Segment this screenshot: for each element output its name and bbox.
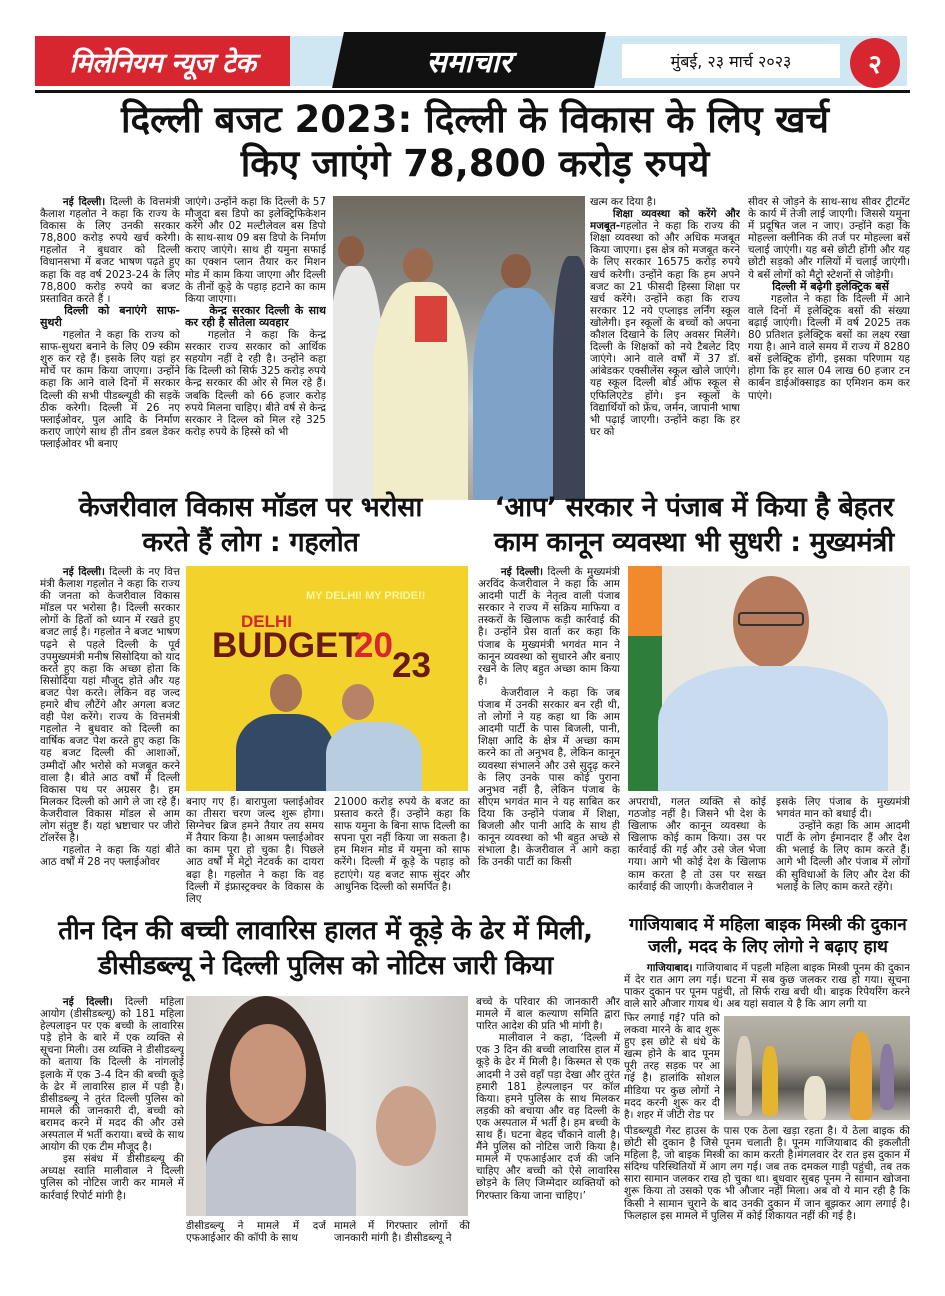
- swati-maliwal-photo: [186, 996, 468, 1216]
- article-column: [590, 196, 740, 502]
- article-column: [334, 796, 470, 908]
- paragraph-text: दिल्ली के नए वित्त मंत्री कैलाश गहलोत ने कहा कि राज्य की जनता को केजरीवाल विकास मॉडल पर भरोसा है। दिल्ली सरकार लोगों के हितों को ध्यान में रखते हुए बजट लाई है। गहलोत ने बजट भाषण पढ़ने से पहले दिल्ली के पूर्व उपमुख्यमंत्री मनीष सिसोदिया को याद करते हुए कहा कि अच्छा होता कि सिसोदिया यहां मौजूद होते और यह बजट पेश करते। लेकिन वह जल्द हमारे बीच लौटेंगे और अगला बजट वही पेश करेंगे। राज्य के वित्तमंत्री गहलोत ने बुधवार को दिल्ली का वार्षिक बजट पेश करते हुए कहा कि यह बजट दिल्ली की आशाओं, उम्मीदों और भरोसे को मजबूत करने वाला है। बीते आठ वर्षों में दिल्ली विकास पथ पर अग्रसर है। हम मिलकर दिल्ली को आगे ले जा रहे हैं। केजरीवाल विकास मॉडल से आम लोग संतुष्ट हैं। यहां भ्रष्टाचार पर जीरो टॉलरेंस है।: [40, 566, 180, 845]
- paragraph: [748, 196, 910, 281]
- paragraph: [334, 796, 470, 893]
- paragraph: [334, 1220, 470, 1244]
- graphic-word: DELHI: [241, 612, 292, 631]
- paragraph: [748, 293, 910, 402]
- paragraph: [624, 962, 910, 1010]
- paragraph: [40, 1153, 184, 1201]
- paragraph-text: डीसीडब्ल्यू ने मामले में दर्ज एफआईआर की कॉपी के साथ: [186, 1220, 326, 1245]
- subheading: केन्द्र सरकार दिल्ली के साथ कर रही है सौतेला व्यवहार: [185, 303, 326, 329]
- graphic-word: BUDGET: [212, 626, 360, 665]
- paragraph: [185, 196, 326, 305]
- article-headline: [478, 490, 910, 560]
- headline-line: तीन दिन की बच्ची लावारिस हालत में कूड़े के ढेर में मिली,: [58, 916, 593, 946]
- article-column: [628, 796, 766, 908]
- paragraph-text: सीवर से जोड़ने के साथ-साथ सीवर ट्रीटमेंट के कार्य में तेजी लाई जाएगी। जिससे यमुना में प्रदूषित जल न जाए। उन्होंने कहा कि मोहल्ला क्लीनिक की तर्ज पर मोहल्ला बसें चलाई जाएंगी। यह बसे छोटी होंगी और यह छोटी सड़को और गलियों में चलाई जाएंगी। ये बसें लोगों को मैट्रो स्टेशनों से जोड़ेगी।: [748, 196, 910, 281]
- headline-line: डीसीडब्ल्यू ने दिल्ली पुलिस को नोटिस जारी किया: [98, 951, 553, 981]
- paragraph: [776, 796, 910, 820]
- article-column: [624, 1125, 910, 1259]
- paragraph: [476, 996, 620, 1032]
- paragraph: [776, 820, 910, 893]
- page-number: २: [850, 38, 900, 88]
- photo-caption-column: [186, 1220, 326, 1258]
- subheading: शिक्षा व्यवस्था को करेंगे और मजबूत-: [590, 208, 740, 233]
- article-column: [748, 196, 910, 502]
- burnt-shop-photo: [724, 1016, 910, 1120]
- paragraph: [186, 796, 324, 905]
- graphic-tagline: MY DELHI! MY PRIDE!!: [306, 590, 426, 602]
- photo-caption-column: [334, 1220, 470, 1258]
- paragraph-text: दिल्ली के मुख्यमंत्री अरविंद केजरीवाल ने कहा कि आम आदमी पार्टी के नेतृत्व वाली पंजाब सरकार ने राज्य में सक्रिय माफिया व तस्करों के खिलाफ कड़ी कार्रवाई की है। उन्होंने प्रेस वार्ता कर कहा कि पंजाब के मुख्यमंत्री भगवंत मान ने कानून व्यवस्था को सुधारने और बनाए रखने के लिए बहुत अच्छा काम किया है।: [478, 566, 620, 687]
- paragraph: [40, 329, 180, 450]
- article-column: [624, 962, 910, 1012]
- paragraph-text: अपराधी, गलत व्यक्ति से कोई गठजोड़ नहीं है। जिसने भी देश के खिलाफ और कानून व्यवस्था के खिलाफ कोई काम किया। उस पर कार्रवाई की गई और उसे जेल भेजा गया। आगे भी कोई देश के खिलाफ काम करता है तो उस पर सख्त कार्रवाई की जाएगी। केजरीवाल ने: [628, 796, 766, 893]
- paragraph-text: खत्म कर दिया है।: [590, 196, 657, 208]
- paragraph-text: गाजियाबाद में पहली महिला बाइक मिस्त्री पूनम की दुकान में देर रात आग लग गई। घटना में सब कुछ जलकर राख हो गया। सूचना पाकर दुकान पर पूनम पहुंची, तो सिर्फ राख बची थी। बाइक रिपेयरिंग करने वाले सारे औजार गायब थे। अब यहां सवाल ये है कि आग लगी या: [624, 962, 910, 1011]
- paragraph: [624, 1012, 720, 1121]
- paragraph-text: गहलोत ने कहा कि राज्य को साफ-सुथरा बनाने के लिए 09 स्कीम शुरु कर रहे हैं। इसके लिए यहां हर मोर्चे पर काम किया जाएगा। उन्होंने कहा कि आने वाले दिनों में सरकार दिल्ली की सभी पीडब्ल्यूडी की सड़कें ठीक करेगी। दिल्ली में 26 नए फ्लाईओवर, पुल आदि के निर्माण कराए जाएंगे साथ ही तीन डबल डेकर फ्लाईओवर भी बनाए: [40, 329, 180, 450]
- headline-line: केजरीवाल विकास मॉडल पर भरोसा: [78, 492, 423, 523]
- paragraph-text: इस संबंध में डीसीडब्ल्यू की अध्यक्ष स्वाति मालीवाल ने दिल्ली पुलिस को नोटिस जारी कर मामले में कार्रवाई रिपोर्ट मांगी है।: [40, 1153, 184, 1202]
- dateline: नई दिल्ली।: [62, 566, 105, 578]
- paragraph-text: केजरीवाल ने कहा कि जब पंजाब में उनकी सरकार बन रही थी, तो लोगों ने यह कहा था कि आम आदमी पार्टी के पास बिजली, पानी, शिक्षा आदि के क्षेत्र में अच्छा काम करने का तो अनुभव है, लेकिन कानून व्यवस्था संभालने और उसे सुदृढ़ करने के लिए उनके पास कोई पुराना अनुभव नहीं है, लेकिन पंजाब के सीएम भगवंत मान ने यह साबित कर दिया कि उन्होंने पंजाब में शिक्षा, बिजली और पानी आदि के साथ ही कानून व्यवस्था को भी बहुत अच्छे से संभाला है। केजरीवाल ने आगे कहा कि उनकी पार्टी का किसी: [478, 686, 620, 869]
- budget-document: [415, 296, 447, 342]
- section-title: समाचार: [426, 44, 512, 80]
- dateline: नई दिल्ली।: [62, 196, 106, 208]
- article-column: [476, 996, 620, 1258]
- brand-logo: मिलेनियम न्यूज टेक: [35, 36, 290, 86]
- paragraph-text: दिल्ली के वित्तमंत्री कैलाश गहलोत ने कहा कि राज्य के विकास के लिए उनकी सरकार 78,800 करोड़ रुपये खर्च करेगी। गहलोत ने बुधवार को दिल्ली विधानसभा में बजट भाषण पढ़ते हुए कहा कि वह वर्ष 2023-24 के लिए 78,800 करोड़ रुपये का बजट प्रस्तावित करते हैं ।: [40, 196, 180, 305]
- lead-headline: [40, 98, 910, 186]
- paragraph-text: मामले में गिरफ्तार लोगों की जानकारी मांगी है। डीसीडब्ल्यू ने: [334, 1220, 470, 1245]
- paragraph: [478, 566, 620, 687]
- headline-line: दिल्ली बजट 2023: दिल्ली के विकास के लिए खर्च: [120, 98, 830, 141]
- article-headline: [624, 914, 912, 958]
- paragraph-text: गहलोत ने कहा कि केन्द्र सरकार राज्य सरकार को आर्थिक सहयोग नहीं दे रही है। उन्होंने कहा कि दिल्ली को सिर्फ 325 करोड़ रुपये केन्द्र सरकार की ओर से मिल रहे हैं। जबकि दिल्ली को 66 हजार करोड़ रुपये मिलना चाहिए। बीते वर्ष से केन्द्र सरकार ने दिल्ल को मिल रहे 325 करोड़ रुपये के हिस्से को भी: [185, 329, 326, 438]
- delhi-budget-graphic: [186, 566, 468, 791]
- paragraph-text: 21000 करोड़ रुपये के बजट का प्रस्ताव करते हैं। उन्होंने कहा कि साफ यमुना के बिना साफ दिल्ली का सपना पूरा नहीं किया जा सकता है। हम मिशन मोड में यमुना को साफ करेंगे। दिल्ली में कूड़े के पहाड़ को हटाएंगे। यह बजट साफ सुंदर और आधुनिक दिल्ली को समर्पित है।: [334, 796, 470, 893]
- paragraph: [40, 844, 180, 868]
- paragraph: [476, 1032, 620, 1201]
- article-column: [478, 566, 620, 908]
- headline-line: जली, मदद के लिए लोगो ने बढ़ाए हाथ: [648, 937, 888, 957]
- paragraph-text: बनाए गए हैं। बारापुला फ्लाईओवर का तीसरा चरण जल्द शुरू होगा। सिग्नेचर ब्रिज हमने तैयार तय समय में तैयार किया है। आश्रम फ्लाईओवर का काम पूरा हो चुका है। पिछले आठ वर्षों में मेट्रो नेटवर्क का दायरा बढ़ा है। गहलोत ने कहा कि वह दिल्ली में इंफ्रास्ट्रक्चर के विकास के लिए: [186, 796, 324, 905]
- paragraph-text: गहलोत ने कहा कि दिल्ली में आने वाले दिनों में इलेक्ट्रिक बसों की संख्या बढ़ाई जाएंगी। दिल्ली में वर्ष 2025 तक 80 प्रतिशत इलेक्ट्रिक बसों का लक्ष्य रखा गया है। आने वाले समय में राज्य में 8280 बसें इलेक्ट्रिक होंगी, इसका परिणाम यह होगा कि हर साल 04 लाख 60 हजार टन कार्बन डाईऑक्साइड का एमिशन कम कर पाएंगे।: [748, 292, 910, 402]
- paragraph-text: पीडब्ल्यूडी गेस्ट हाउस के पास एक ठेला खड़ा रहता है। ये ठेला बाइक की छोटी सी दुकान है जिसे पूनम चलाती है। पूनम गाजियाबाद की इकलौती महिला है, जो बाइक मिस्त्री का काम करती है।मंगलवार देर रात इस दुकान में संदिग्ध परिस्थितियों में आग लग गई। जब तक दमकल गाड़ी पहुंची, तब तक सारा सामान जलकर राख हो चुका था। बुधवार सुबह पूनम ने सामान खोजना शुरू किया तो उसको एक भी औजार नहीं मिला। अब वो ये मान रही है कि किसी ने सामान चुराने के बाद उनकी दुकान में जान बूझकर आग लगाई है। फिलहाल इस मामले में पुलिस में कोई शिकायत नहीं की गई है।: [624, 1125, 910, 1222]
- kejriwal-photo: [628, 566, 910, 791]
- issue-date: मुंबई, २३ मार्च २०२३: [622, 44, 840, 78]
- headline-line: काम कानून व्यवस्था भी सुधरी : मुख्यमंत्री: [494, 527, 894, 558]
- paragraph-text: मालीवाल ने कहा, ‘दिल्ली में एक 3 दिन की बच्ची लावारिस हाल में कूड़े के ढेर में मिली है। किस्मत से एक आदमी ने उसे वहाँ पड़ा देखा और तुरंत हमारी 181 हेल्पलाइन पर कॉल किया। हमने पुलिस के साथ मिलकर लड़की को बचाया और वह दिल्ली के एक अस्पताल में भर्ती है। हम बच्ची के साथ हैं। घटना बेहद चौंकाने वाली है। मैंने पुलिस को नोटिस जारी किया है। मामले में एफआईआर दर्ज की जनि चाहिए और बच्ची को ऐसे लावारिस छोड़ने के लिए जिम्मेदार व्यक्तियों को गिरफ्तार किया जाना चाहिए।’: [476, 1032, 620, 1202]
- paragraph: [186, 1220, 326, 1244]
- paragraph: [624, 1125, 910, 1222]
- article-column: [40, 196, 180, 502]
- article-column: [40, 566, 180, 908]
- paragraph-text: जाएंगे। उन्होंने कहा कि दिल्ली के 57 मौजूदा बस डिपो का इलेक्ट्रिफिकेशन करेंगे और 02 मल्टीलेवल बस डिपो के साथ-साथ 09 बस डिपो के निर्माण कराए जाएंगे। साथ ही यमुना सफाई का एक्शन प्लान तैयार कर मिशन मोड में काम किया जाएगा और दिल्ली के तीनों कूड़े के पहाड़ हटाने का काम किया जाएगा।: [185, 196, 326, 305]
- article-column: [185, 196, 326, 502]
- article-headline: [38, 490, 463, 560]
- headline-line: ‘आप’ सरकार ने पंजाब में किया है बेहतर: [494, 492, 894, 523]
- article-column: [186, 796, 324, 908]
- article-column: [40, 996, 184, 1258]
- paragraph-text: दिल्ली महिला आयोग (डीसीडब्ल्यू) को 181 महिला हेल्पलाइन पर एक बच्ची के लावारिस पड़े होने के बारे में एक व्यक्ति से सूचना मिली। उस व्यक्ति ने डीसीडब्ल्यू को बताया कि दिल्ली के नांगलोई इलाके में एक 3-4 दिन की बच्ची कूड़े के ढेर में लावारिस हाल में पड़ी है। डीसीडब्ल्यू ने तुरंत दिल्ली पुलिस को मामले की जानकारी दी, बच्ची को बरामद करने में मदद की और उसे अस्पताल में भर्ती कराया। बच्चे के साथ आयोग की एक टीम मौजूद है।: [40, 996, 184, 1154]
- paragraph-text: उन्होंने कहा कि आम आदमी पार्टी के लोग ईमानदार हैं और देश की भलाई के लिए काम करते हैं। आगे भी दिल्ली और पंजाब में लोगों की सुविधाओं के लिए और देश की भलाई के लिए काम करते रहेंगे।: [776, 820, 910, 893]
- paragraph-text: गहलोत ने कहा कि यहां बीते आठ वर्षों में 28 नए फ्लाईओवर: [40, 844, 180, 869]
- paragraph: [40, 996, 184, 1153]
- paragraph: [40, 196, 180, 305]
- paragraph-text: गहलोत ने कहा कि राज्य की शिक्षा व्यवस्था को और अधिक मजबूत किया जाएगा। इस क्षेत्र को मजबूत करने के लिए सरकार 16575 करोड़ रुपये खर्च करेगी। उन्होंने कहा कि हम अपने बजट का 21 फीसदी हिस्सा शिक्षा पर खर्च करेंगे। उन्होंने कहा कि राज्य सरकार 12 नये एप्लाइड लर्निंग स्कूल खोलेगी। इन स्कूलों के बच्चों को अपना कौशल दिखाने के लिए अवसर मिलेंगे। दिल्ली के शिक्षकों को नये टैबलेट दिए जाएंगे। आने वाले वर्षों में 37 डॉ. आंबेडकर एक्सीलेंस स्कूल खोले जाएंगे। यह स्कूल दिल्ली बोर्ड ऑफ स्कूल से एफिलिएटेड होंगे। इन स्कूलों के विद्यार्थियों को फ्रेंच, जर्मन, जापानी भाषा भी पढ़ाई जाएगी। उन्होंने कहा कि हर घर को: [590, 220, 740, 438]
- divider: [35, 90, 910, 93]
- article-column: [624, 1012, 720, 1124]
- paragraph: [590, 196, 740, 208]
- paragraph-text: इसके लिए पंजाब के मुख्यमंत्री भगवंत मान को बधाई दी।: [776, 796, 910, 821]
- paragraph: [590, 208, 740, 438]
- graphic-year: 23: [392, 646, 431, 685]
- dateline: नई दिल्ली।: [62, 996, 113, 1008]
- article-headline: [38, 914, 613, 984]
- graphic-year: 20: [354, 626, 393, 665]
- dateline: गाजियाबाद।: [646, 962, 693, 974]
- paragraph: [185, 329, 326, 438]
- budget-presentation-photo: [333, 196, 585, 500]
- paragraph: [478, 687, 620, 868]
- subheading: दिल्ली में बढ़ेगी इलेक्ट्रिक बसें: [772, 279, 889, 293]
- dateline: नई दिल्ली।: [500, 566, 544, 578]
- paragraph-text: फिर लगाई गई? पति को लकवा मारने के बाद शुरू हुए इस छोटे से धंधे के खत्म होने के बाद पूनम पूरी तरह सड़क पर आ गई है। हालांकि सोशल मीडिया पर कुछ लोगों ने मदद करनी शुरू कर दी है। शहर में जीटी रोड पर: [624, 1012, 720, 1121]
- subheading: दिल्ली को बनाएंगे साफ-सुथरी: [40, 303, 180, 329]
- article-column: [776, 796, 910, 908]
- headline-line: गाजियाबाद में महिला बाइक मिस्त्री की दुकान: [629, 915, 907, 935]
- paragraph-text: बच्चे के परिवार की जानकारी और मामले में बाल कल्याण समिति द्वारा पारित आदेश की प्रति भी मांगी है।: [476, 996, 620, 1033]
- headline-line: किए जाएंगे 78,800 करोड़ रुपये: [240, 142, 710, 185]
- headline-line: करते हैं लोग : गहलोत: [142, 527, 359, 558]
- paragraph: [40, 566, 180, 844]
- paragraph: [628, 796, 766, 893]
